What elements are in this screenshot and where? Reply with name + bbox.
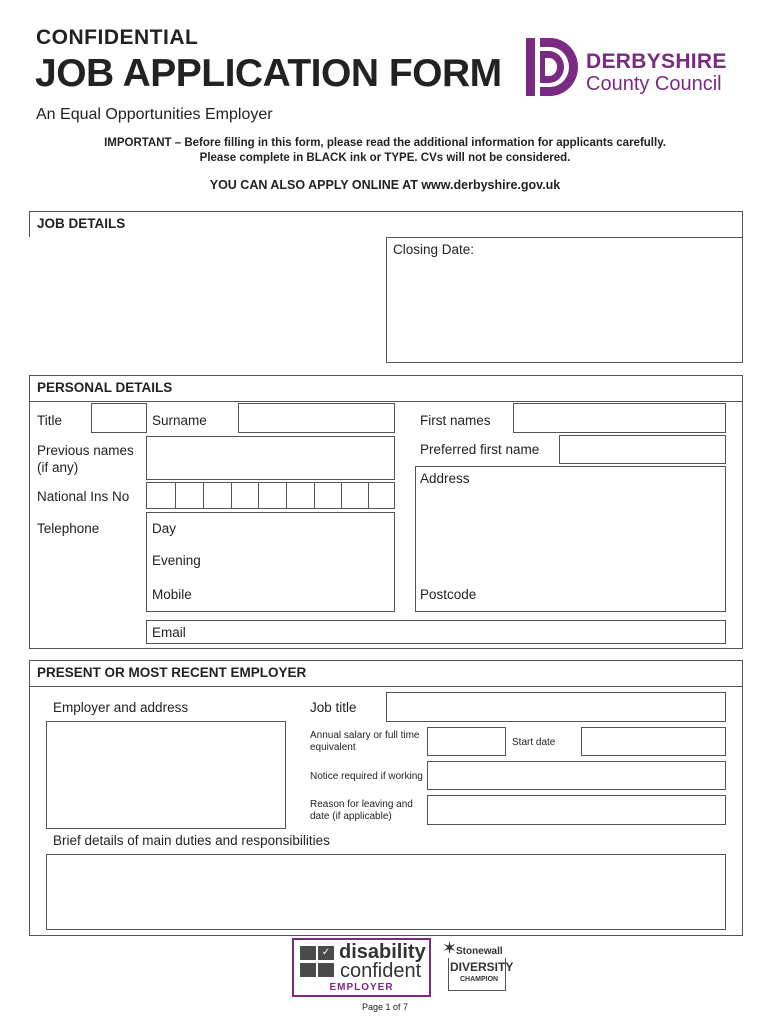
first-names-field[interactable]	[513, 403, 726, 433]
closing-date-label: Closing Date:	[393, 242, 475, 257]
page-number: Page 1 of 7	[361, 1002, 409, 1012]
email-label: Email	[152, 625, 186, 640]
previous-names-line-2: (if any)	[37, 460, 79, 475]
salary-label	[310, 730, 420, 754]
day-label: Day	[152, 521, 177, 536]
preferred-name-label: Preferred first name	[420, 442, 540, 457]
confident-text: confident	[340, 960, 422, 982]
salary-line-2: equivalent	[310, 742, 356, 753]
evening-label: Evening	[152, 553, 201, 568]
postcode-label: Postcode	[420, 587, 477, 602]
title-field[interactable]	[91, 403, 147, 433]
salary-field[interactable]	[427, 727, 506, 756]
logo-derbyshire: DERBYSHIRE	[586, 50, 727, 73]
first-names-label: First names	[420, 413, 491, 428]
disability-text: disability	[339, 941, 426, 963]
page-title: JOB APPLICATION FORM	[35, 52, 502, 95]
reason-line-2: date (if applicable)	[310, 811, 392, 822]
stonewall-text: Stonewall	[456, 946, 503, 957]
employer-address-field[interactable]	[46, 721, 286, 829]
personal-details-section	[29, 375, 743, 649]
closing-date-field[interactable]	[387, 237, 743, 363]
champion-text: CHAMPION	[460, 976, 499, 983]
employer-section	[29, 660, 743, 936]
personal-details-header	[30, 376, 742, 402]
preferred-name-field[interactable]	[559, 435, 726, 464]
derbyshire-d-icon	[524, 36, 582, 98]
diversity-text: DIVERSITY	[450, 960, 514, 974]
start-date-field[interactable]	[581, 727, 726, 756]
personal-details-heading: PERSONAL DETAILS	[37, 380, 173, 395]
job-details-section	[29, 211, 743, 363]
people-icon	[300, 946, 316, 960]
reason-field[interactable]	[427, 795, 726, 825]
notice-field[interactable]	[427, 761, 726, 790]
notice-line-2: Please complete in BLACK ink or TYPE. CVs will not be considered.	[199, 152, 571, 164]
email-field[interactable]	[146, 620, 726, 644]
telephone-label: Telephone	[37, 521, 100, 536]
duties-label: Brief details of main duties and responsibilities	[53, 833, 330, 848]
reason-label	[310, 799, 413, 823]
job-details-heading: JOB DETAILS	[37, 216, 126, 231]
previous-names-label	[37, 442, 134, 476]
person-icon	[318, 963, 334, 977]
check-icon: ✓	[318, 946, 334, 960]
previous-names-field[interactable]	[146, 436, 395, 480]
duties-field[interactable]	[46, 854, 726, 930]
apply-online-notice: YOU CAN ALSO APPLY ONLINE AT www.derbyshire.gov.uk	[209, 178, 561, 192]
address-label: Address	[420, 471, 470, 486]
employer-header	[30, 661, 742, 687]
disability-confident-logo	[292, 938, 431, 997]
star-icon: ✶	[442, 938, 458, 958]
previous-names-line-1: Previous names	[37, 443, 134, 458]
important-notice	[0, 136, 770, 166]
council-logo	[524, 36, 754, 100]
reason-line-1: Reason for leaving and	[310, 799, 413, 810]
salary-line-1: Annual salary or full time	[310, 730, 420, 741]
logo-county-council: County Council	[586, 73, 722, 95]
job-title-label: Job title	[310, 700, 357, 715]
employer-address-label: Employer and address	[53, 700, 189, 715]
job-details-header	[30, 212, 742, 238]
subtitle: An Equal Opportunities Employer	[36, 106, 273, 123]
confidential-label: CONFIDENTIAL	[36, 26, 199, 49]
title-label: Title	[37, 413, 63, 428]
job-title-field[interactable]	[29, 237, 387, 363]
notice-line-1: IMPORTANT – Before filling in this form, please read the additional information for applicants carefully.	[104, 137, 666, 149]
surname-label: Surname	[152, 413, 207, 428]
stonewall-logo	[442, 938, 514, 998]
employer-job-title-field[interactable]	[386, 692, 726, 722]
ni-field[interactable]	[146, 482, 395, 509]
start-date-label: Start date	[512, 737, 556, 748]
surname-field[interactable]	[238, 403, 395, 433]
employer-heading: PRESENT OR MOST RECENT EMPLOYER	[37, 665, 307, 680]
notice-label: Notice required if working	[310, 771, 423, 782]
employer-text: EMPLOYER	[329, 982, 394, 993]
ni-label: National Ins No	[37, 489, 130, 504]
mobile-label: Mobile	[152, 587, 192, 602]
lock-icon	[300, 963, 316, 977]
